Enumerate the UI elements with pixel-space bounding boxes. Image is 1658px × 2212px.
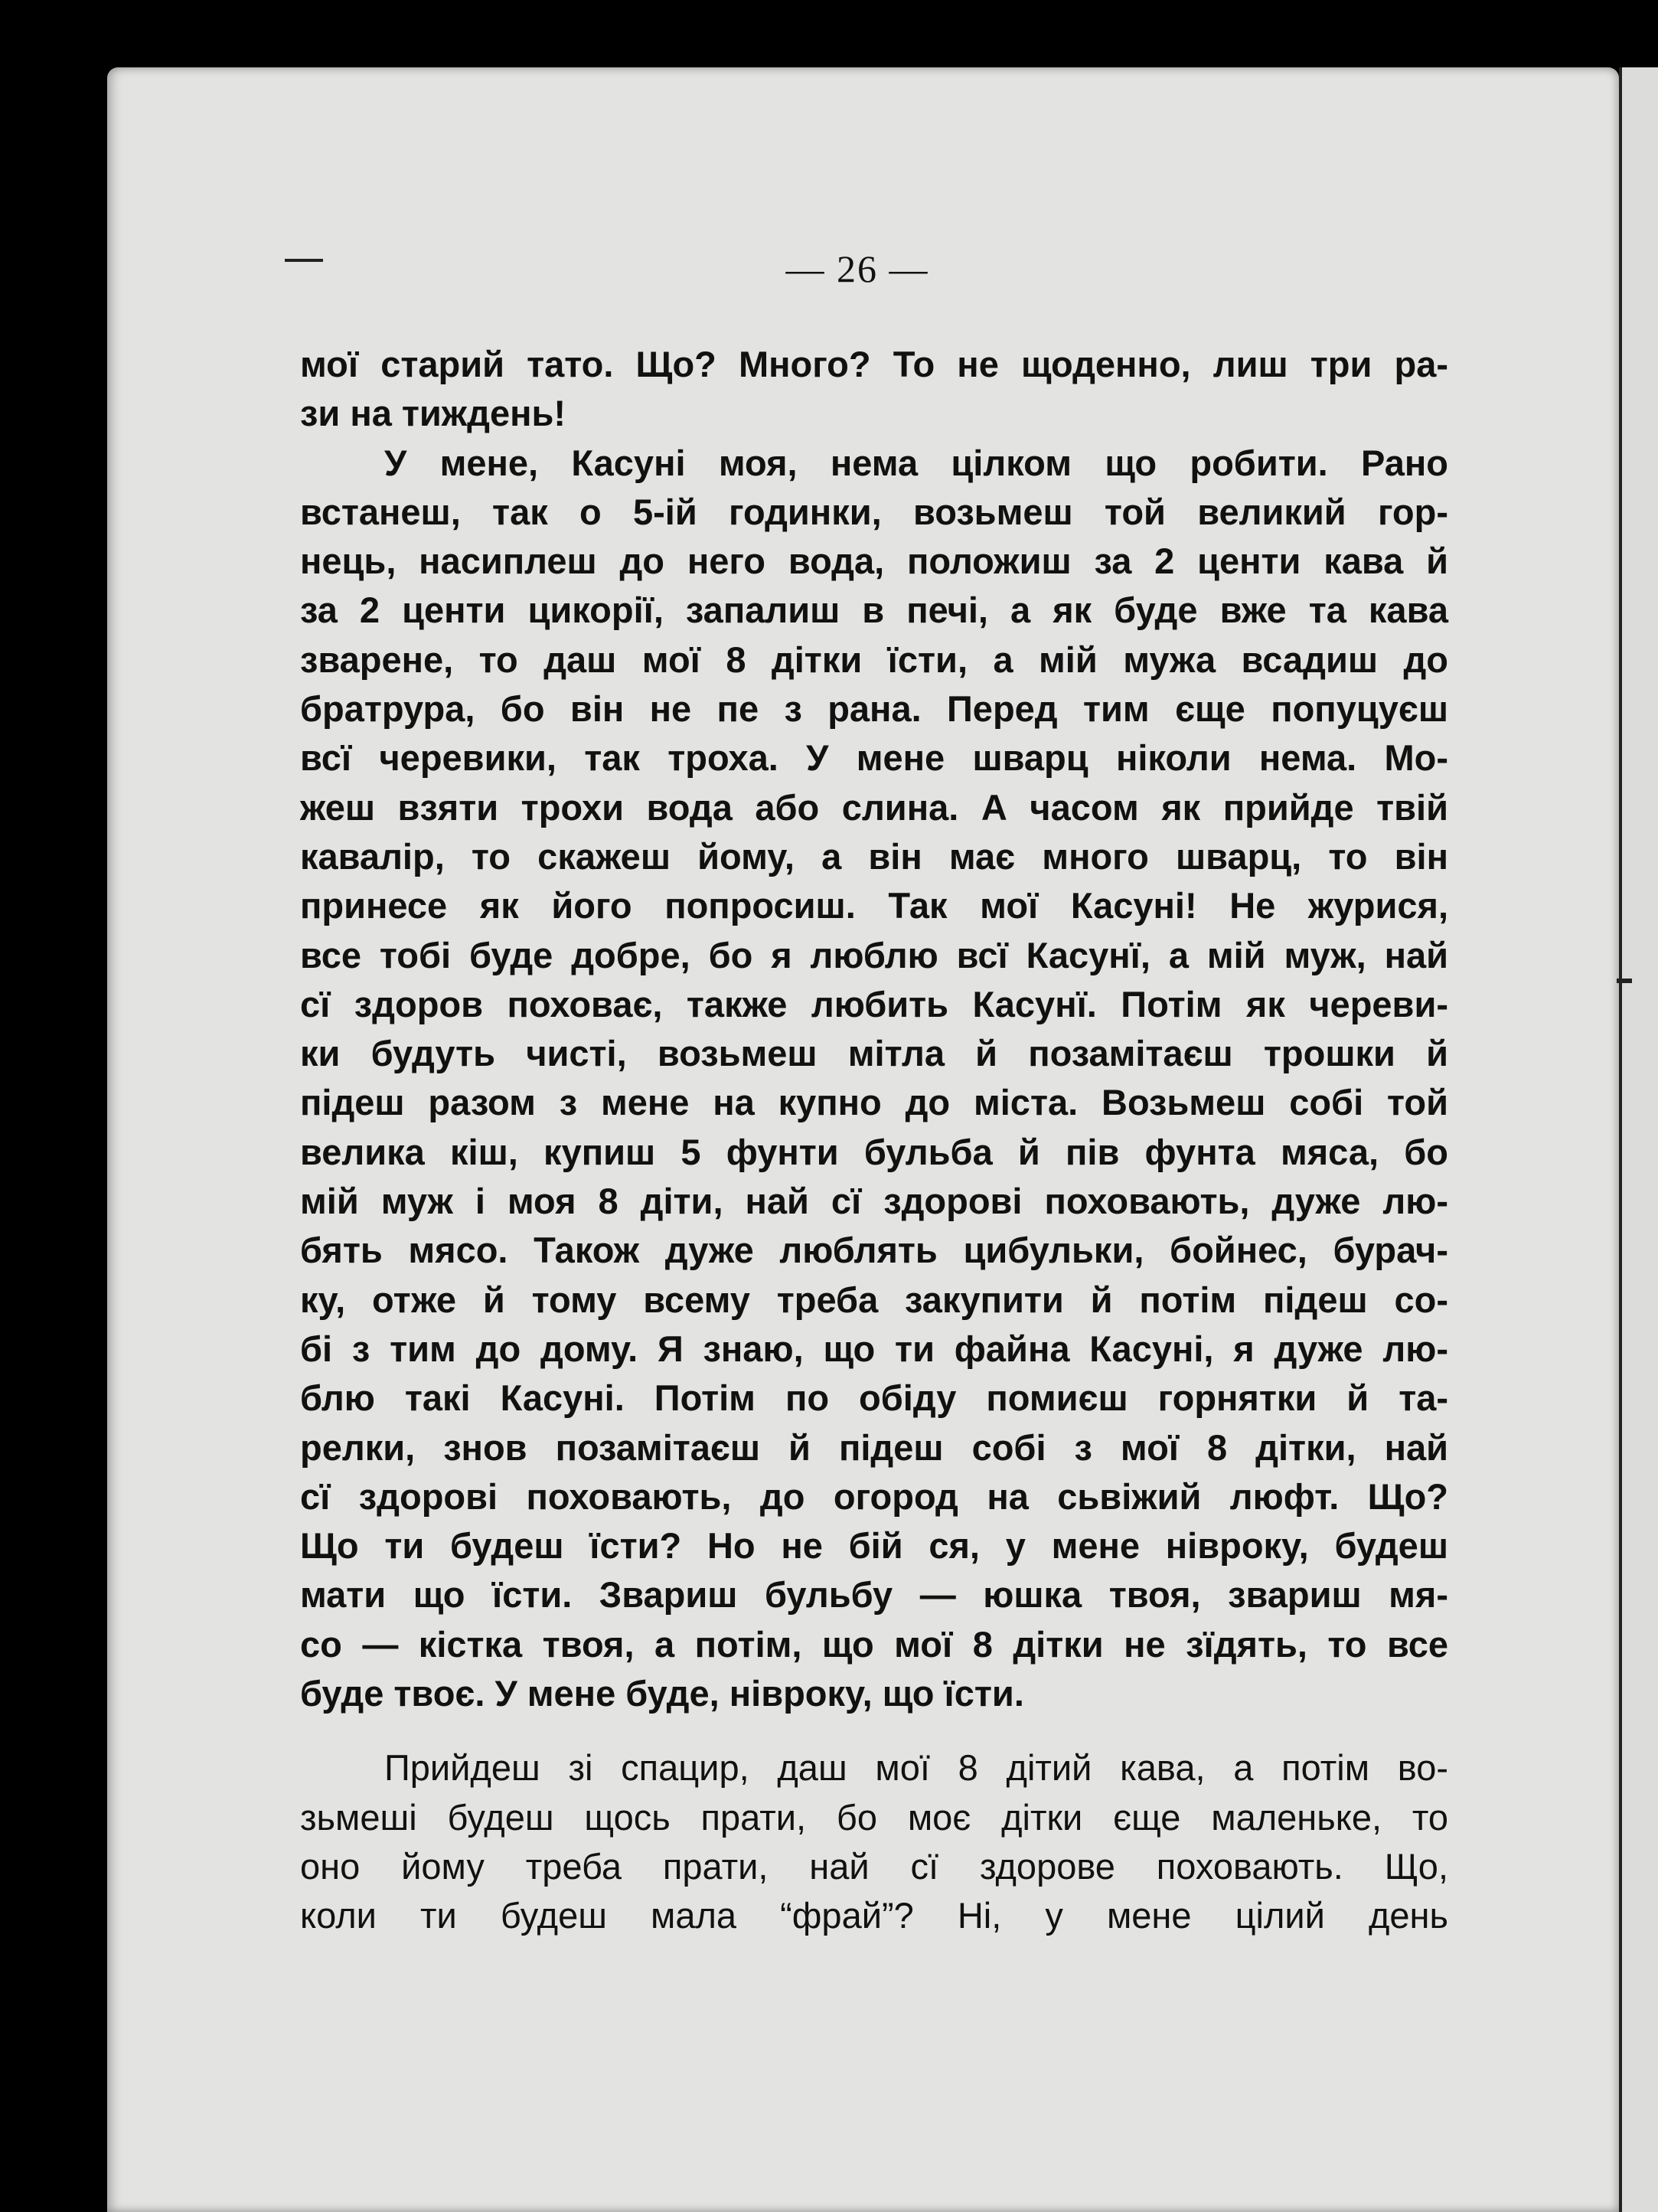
text-line: сї здоров поховає, также любить Касунї. Потім як череви- — [300, 983, 1448, 1024]
text-line: бять мясо. Також дуже люблять цибульки, бойнес, бурач- — [300, 1230, 1448, 1271]
text-line: зи на тиждень! — [300, 393, 566, 434]
text-line: підеш разом з мене на купно до міста. Возьмеш собі той — [300, 1082, 1448, 1123]
text-line: сї здорові поховають, до огород на сьвіжий люфт. Що? — [300, 1475, 1448, 1517]
text-line: за 2 центи цикорії, запалиш в печі, а як буде вже та кава — [300, 590, 1448, 631]
text-line: Прийдеш зі спацир, даш мої 8 дітий кава, а потім во- — [384, 1747, 1448, 1789]
paragraph — [300, 1743, 1448, 1940]
text-line: братрура, бо він не пе з рана. Перед тим єще попуцуєш — [300, 688, 1448, 730]
text-line: всї черевики, так троха. У мене шварц ніколи нема. Мо- — [300, 737, 1448, 779]
text-line: ку, отже й тому всему треба закупити й потім підеш со- — [300, 1279, 1448, 1320]
text-line: мій муж і моя 8 діти, най сї здорові поховають, дуже лю- — [300, 1181, 1448, 1222]
text-line: коли ти будеш мала “фрай”? Ні, у мене цілий день — [300, 1895, 1448, 1936]
text-line: релки, знов позамітаєш й підеш собі з мої 8 дітки, най — [300, 1426, 1448, 1468]
text-line: со — кістка твоя, а потім, що мої 8 дітки не зїдять, то все — [300, 1623, 1448, 1665]
text-line: принесе як його попросиш. Так мої Касуні! Не журися, — [300, 885, 1448, 926]
text-line: У мене, Касуні моя, нема цілком що робити. Рано — [384, 442, 1448, 483]
text-line: мати що їсти. Звариш бульбу — юшка твоя, звариш мя- — [300, 1574, 1448, 1616]
body-text — [300, 340, 1448, 1941]
text-line: мої старий тато. Що? Много? То не щоденно, лиш три ра- — [300, 344, 1448, 384]
text-line: бі з тим до дому. Я знаю, що ти файна Касуні, я дуже лю- — [300, 1328, 1448, 1369]
text-line: ки будуть чисті, возьмеш мітла й позамітаєш трошки й — [300, 1033, 1448, 1074]
text-line: зварене, то даш мої 8 дітки їсти, а мій мужа всадиш до — [300, 639, 1448, 680]
text-line: нець, насиплеш до него вода, положиш за 2 центи кава й — [300, 541, 1448, 582]
text-line: Що ти будеш їсти? Но не бій ся, у мене нівроку, будеш — [300, 1525, 1448, 1567]
page-number: — 26 — — [785, 247, 929, 290]
text-line: встанеш, так о 5-ій годинки, возьмеш той великий гор- — [300, 491, 1448, 532]
text-line: буде твоє. У мене буде, нівроку, що їсти. — [300, 1673, 1024, 1714]
paragraph — [300, 340, 1448, 439]
next-page-edge — [1619, 67, 1658, 2212]
paragraph — [300, 439, 1448, 1719]
text-line: жеш взяти трохи вода або слина. А часом як прийде твій — [300, 786, 1448, 828]
text-line: зьмеші будеш щось прати, бо моє дітки єще маленьке, то — [300, 1796, 1448, 1838]
text-line: оно йому треба прати, най сї здорове поховають. Що, — [300, 1845, 1448, 1887]
text-line: все тобі буде добре, бо я люблю всї Касунї, а мій муж, най — [300, 934, 1448, 975]
text-line: велика кіш, купиш 5 фунти бульба й пів фунта мяса, бо — [300, 1131, 1448, 1172]
edge-mark — [1617, 979, 1632, 983]
text-line: кавалір, то скажеш йому, а він має много шварц, то він — [300, 835, 1448, 877]
text-line: блю такі Касуні. Потім по обіду помиєш горнятки й та- — [300, 1377, 1448, 1419]
